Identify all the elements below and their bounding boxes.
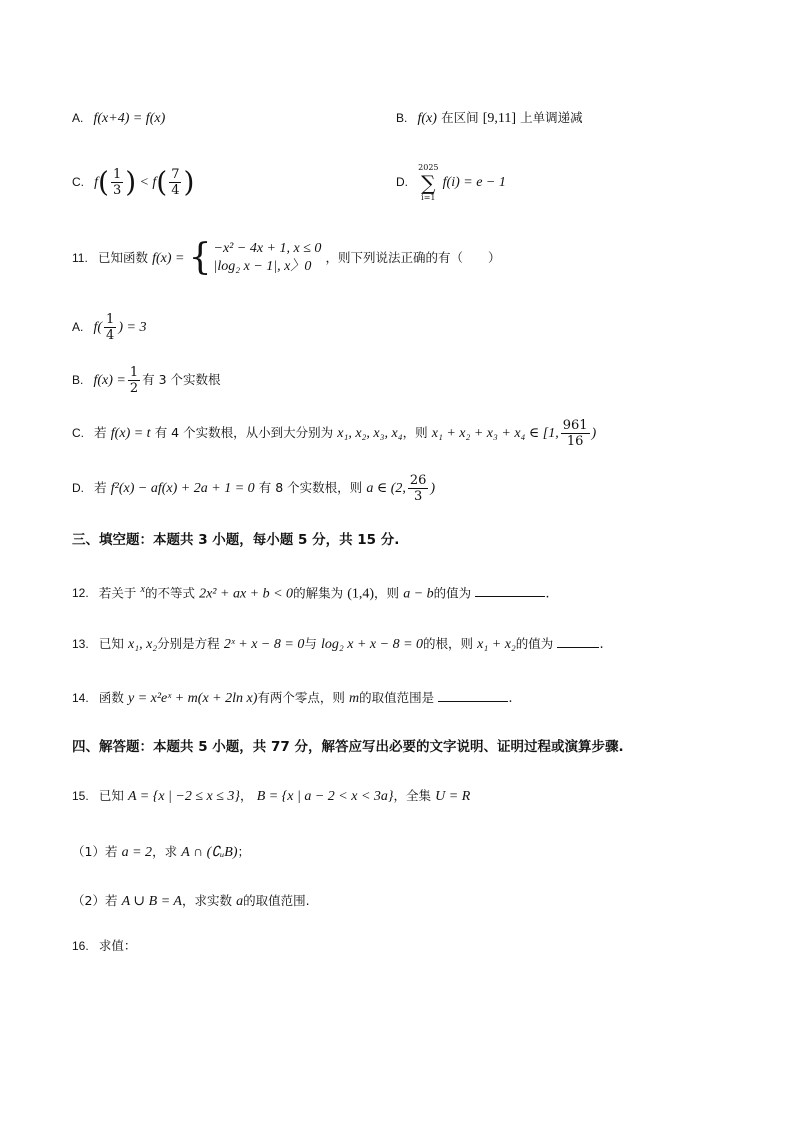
part-label: （1） (72, 844, 105, 859)
question-math: 2ˣ + x − 8 = 0 (223, 637, 305, 652)
question-text: ，则下列说法正确的有（ ） (325, 250, 501, 265)
period: . (508, 691, 513, 706)
question-math: m (349, 691, 360, 706)
section-4-heading: 四、解答题：本题共 5 小题，共 77 分，解答应写出必要的文字说明、证明过程或演算步骤. (72, 739, 624, 755)
question-number: 14. (72, 691, 89, 705)
option-math: f(i) = e − 1 (442, 175, 506, 190)
question-math: x (140, 584, 145, 595)
piecewise-function: { −x² − 4x + 1, x ≤ 0 |log₂ x − 1|, x〉0 (188, 237, 322, 278)
question-text: ，求 (152, 844, 178, 859)
question-number: 11. (72, 251, 88, 265)
question-text: 分别是方程 (157, 636, 220, 651)
option-label: D. (396, 175, 408, 189)
question-text: 的取值范围是 (359, 690, 435, 705)
question-text: 函数 (98, 690, 124, 705)
paren-close: ) (125, 165, 137, 199)
option-text: 有 4 个实数根，从小到大分别为 (154, 425, 334, 440)
universal-set: U = R (435, 789, 471, 804)
set-b: B = {x | a − 2 < x < 3a} (256, 789, 394, 804)
option-math: ) (591, 426, 597, 441)
question-text: 已知 (98, 788, 124, 803)
answer-blank[interactable] (438, 689, 508, 702)
question-math: y = x²eˣ + m(x + 2ln x) (127, 691, 258, 706)
fraction: $\frac{1}{2}$ (129, 365, 139, 396)
q11-option-c (72, 416, 596, 451)
q11-option-a (72, 310, 146, 345)
option-math: f(x) = (93, 373, 126, 388)
question-text: 的值为 (515, 636, 554, 651)
fraction: $\frac{961}{16}$ (562, 418, 588, 449)
fraction: $\frac{26}{3}$ (409, 473, 427, 504)
option-math: ) = 3 (118, 320, 147, 335)
option-label: A. (72, 320, 84, 334)
fraction: $\frac{1}{4}$ (106, 312, 115, 343)
question-math: a − b (403, 586, 434, 602)
question-text: 已知 (98, 636, 124, 651)
q12 (72, 580, 549, 604)
q16 (72, 936, 136, 957)
question-text: 的取值范围. (243, 893, 310, 908)
part-label: （2） (72, 893, 105, 908)
option-math: f(x) (417, 111, 437, 126)
q10-option-c (72, 162, 194, 203)
separator: ， (240, 788, 253, 803)
option-label: B. (72, 373, 84, 387)
question-math: 2x² + ax + b < 0 (199, 586, 294, 602)
option-label: D. (72, 481, 84, 495)
question-number: 13. (72, 637, 89, 651)
option-math: f( (93, 320, 103, 335)
section-3-heading: 三、填空题：本题共 3 小题，每小题 5 分，共 15 分. (72, 532, 400, 548)
answer-blank[interactable] (557, 635, 599, 648)
paren-open: ( (98, 165, 109, 199)
option-math: x₁, x₂, x₃, x₄ (337, 426, 403, 441)
q10-option-a (72, 108, 165, 129)
option-math: f(x+4) = f(x) (93, 111, 166, 126)
option-math: ) (430, 481, 436, 496)
q15-part-1 (72, 842, 250, 863)
question-text: 若 (104, 893, 118, 908)
question-text: ； (237, 844, 251, 859)
question-text: 的不等式 (144, 585, 195, 601)
case-1: −x² − 4x + 1, x ≤ 0 (213, 241, 322, 256)
option-text: 有 8 个实数根，则 (258, 480, 363, 495)
question-text: 与 (304, 636, 317, 651)
question-math: a (236, 894, 244, 909)
option-text: 在区间 (441, 110, 479, 125)
q11-option-b (72, 363, 221, 398)
question-math: (1,4) (347, 586, 375, 602)
question-text: 的根，则 (423, 636, 474, 651)
paren-close: ) (183, 165, 195, 199)
option-label: A. (72, 111, 84, 125)
question-text: 求值： (98, 938, 137, 953)
option-math: f(x) = t (110, 426, 151, 441)
question-math: A ∪ B = A (121, 894, 182, 909)
case-2: |log₂ x − 1|, x〉0 (213, 259, 312, 274)
question-number: 16. (72, 939, 89, 953)
q13 (72, 634, 604, 655)
set-a: A = {x | −2 ≤ x ≤ 3} (127, 789, 241, 804)
option-text: ，则 (402, 425, 428, 440)
question-math: a = 2 (121, 845, 153, 860)
question-number: 15. (72, 789, 89, 803)
q10-option-b (396, 108, 583, 129)
option-math: f (94, 175, 99, 190)
option-label: B. (396, 111, 408, 125)
question-math: A ∩ (∁ᵤB) (181, 845, 238, 860)
question-text: 已知函数 (97, 250, 148, 265)
option-text: 若 (94, 425, 107, 440)
option-math: x₁ + x₂ + x₃ + x₄ ∈ [1, (431, 426, 559, 441)
period: . (545, 586, 550, 602)
question-text: 有两个零点，则 (257, 690, 345, 705)
question-text: ，全集 (393, 788, 432, 803)
q10-option-d (396, 162, 506, 203)
question-text: 若 (104, 844, 118, 859)
question-math: log₂ x + x − 8 = 0 (320, 637, 424, 652)
option-math: a ∈ (2, (366, 481, 406, 496)
option-text: 若 (94, 480, 107, 495)
option-text: 上单调递减 (520, 110, 583, 125)
question-text: 的值为 (433, 585, 472, 601)
question-text: ，则 (374, 585, 400, 601)
option-math: f (152, 175, 157, 190)
question-text: ，求实数 (181, 893, 232, 908)
q14 (72, 688, 512, 709)
q15-part-2 (72, 891, 310, 912)
question-number: 12. (72, 586, 89, 601)
q11-option-d (72, 471, 435, 506)
option-label: C. (72, 426, 84, 440)
question-text: 若关于 (98, 585, 137, 601)
q15 (72, 786, 470, 807)
paren-open: ( (156, 165, 168, 199)
option-text: 有 3 个实数根 (142, 372, 221, 387)
fraction: $\frac{7}{4}$ (171, 167, 180, 198)
question-math: x₁, x₂ (127, 637, 158, 652)
option-math: f²(x) − af(x) + 2a + 1 = 0 (110, 481, 255, 496)
fraction: $\frac{1}{3}$ (112, 167, 122, 198)
answer-blank[interactable] (475, 584, 545, 597)
option-interval: [9,11] (482, 111, 517, 126)
question-text: 的解集为 (293, 585, 344, 601)
q11-stem (72, 238, 501, 279)
less-than: < (140, 175, 149, 190)
function-name: f(x) = (152, 251, 185, 266)
question-math: x₁ + x₂ (477, 637, 516, 652)
summation: 2025 ∑ i=1 (418, 162, 439, 202)
option-label: C. (72, 175, 84, 189)
period: . (599, 637, 604, 652)
